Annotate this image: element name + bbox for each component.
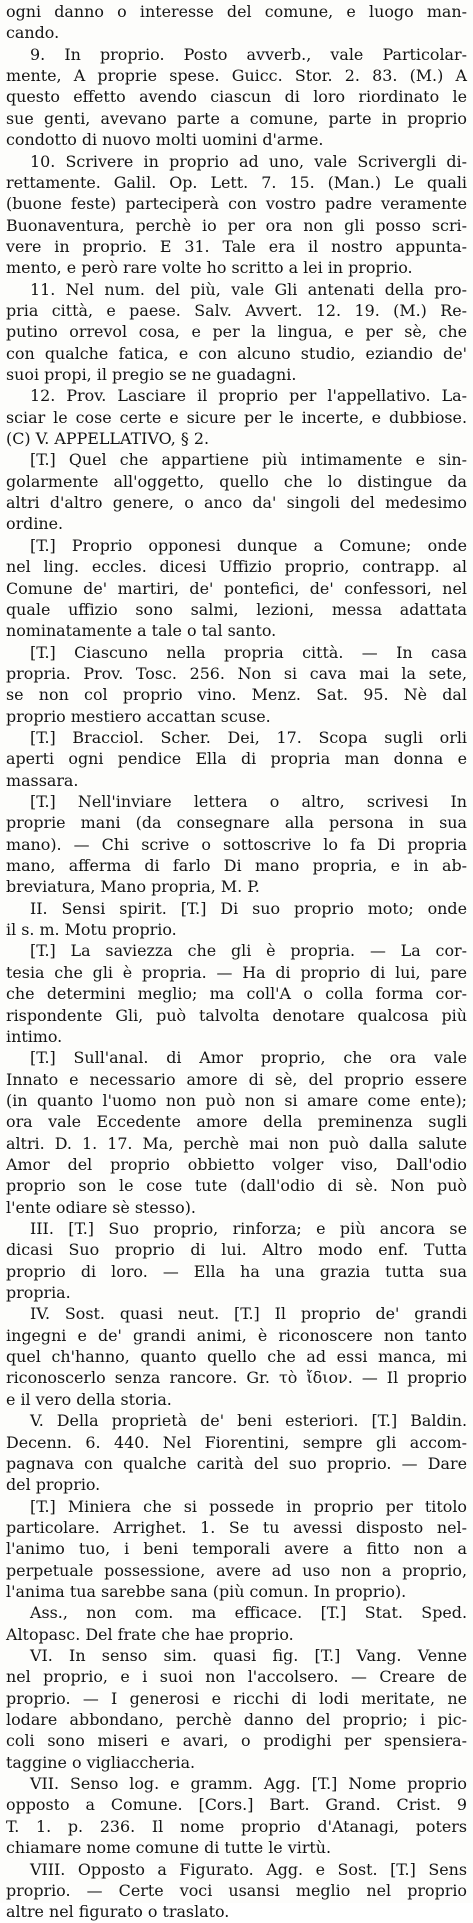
text-line: particolare. Arrighet. 1. Se tu avessi disposto nel- (6, 1517, 467, 1537)
text-line: sciar le cose certe e sicure per le incerte, e dubbiose. (6, 407, 467, 427)
text-line: rettamente. Galil. Op. Lett. 7. 15. (Man.) Le quali (6, 172, 467, 192)
text-line: golarmente all'oggetto, quello che lo distingue da (6, 471, 467, 491)
text-line: [T.] Quel che appartiene più intimamente e sin- (30, 450, 467, 470)
text-line: l'animo tuo, i beni temporali avere a fitto non a (6, 1539, 467, 1559)
text-line: coli sono miseri e avari, o prodighi per spensiera- (6, 1731, 467, 1751)
text-line: chiamare nome comune di tutte le virtù. (6, 1838, 332, 1858)
text-line: ogni danno o interesse del comune, e luogo man- (6, 2, 467, 21)
text-line: riconoscerlo senza rancore. Gr. τὸ ἴδιον. — Il proprio (6, 1368, 467, 1388)
text-line: 9. In proprio. Posto avverb., vale Particolar- (30, 44, 467, 64)
text-line: (buone feste) parteciperà con vostro padre veramente (6, 194, 467, 214)
text-line: Altopasc. Del frate che hae proprio. (6, 1624, 294, 1644)
text-line: Ass., non com. ma efficace. [T.] Stat. Sped. (30, 1603, 467, 1623)
text-line: Comune de' martiri, de' pontefici, de' confessori, nel (6, 578, 467, 598)
text-line: [T.] Ciascuno nella propria città. — In casa (30, 642, 467, 662)
text-line: che determini meglio; ma coll'A o colla forma cor- (6, 984, 467, 1004)
text-line: massara. (6, 770, 79, 790)
text-line: ordine. (6, 514, 64, 534)
text-line: pria città, e paese. Salv. Avvert. 12. 19. (M.) Re- (6, 300, 467, 320)
text-line: VII. Senso log. e gramm. Agg. [T.] Nome proprio (30, 1774, 467, 1794)
text-line: mente, A proprie spese. Guicc. Stor. 2. 83. (M.) A (6, 66, 467, 86)
text-line: propria. Prov. Tosc. 256. Non si cava mai la sete, (6, 663, 467, 683)
text-line: T. 1. p. 236. Il nome proprio d'Atanagi, poters (6, 1816, 467, 1836)
text-line: cando. (6, 23, 60, 43)
text-line: V. Della proprietà de' beni esteriori. [T.] Baldin. (30, 1411, 467, 1431)
text-line: ingegni e de' grandi animi, è riconoscere non tanto (6, 1325, 467, 1345)
text-line: pagnava con qualche carità del suo proprio. — Dare (6, 1453, 467, 1473)
text-line: perpetuale possessione, avere ad uso non a proprio, (6, 1560, 467, 1580)
text-line: il s. m. Motu proprio. (6, 920, 177, 940)
text-line: 10. Scrivere in proprio ad uno, vale Scrivergli di- (30, 151, 467, 171)
text-line: nel proprio, e i suoi non l'accolsero. — Creare de (6, 1667, 467, 1687)
text-line: mano, afferma di farlo Di mano propria, e in ab- (6, 856, 467, 875)
text-line: proprio son le cose tute (dall'odio di sè. Non può (6, 1176, 467, 1196)
text-line: putino orrevol cosa, e per la lingua, e per sè, che (6, 322, 467, 342)
text-line: Amor del proprio obbietto volger viso, Dall'odio (6, 1154, 467, 1174)
text-line: sue genti, avevano parte a comune, parte in proprio (6, 108, 467, 128)
text-line: [T.] Nell'inviare lettera o altro, scrivesi In (30, 792, 467, 811)
text-line: VIII. Opposto a Figurato. Agg. e Sost. [T.] Sens (30, 1859, 467, 1879)
text-line: quale uffizio sono salmi, lezioni, messa adattata (6, 599, 467, 619)
text-line: (in quanto l'uomo non può non si amare come ente); (6, 1090, 467, 1110)
text-line: mento, e però rare volte ho scritto a lei in proprio. (6, 258, 413, 278)
text-line: (C) V. APPELLATIVO, § 2. (6, 429, 210, 448)
text-line: rispondente Gli, può talvolta denotare qualcosa più (6, 1005, 467, 1025)
text-line: intimo. (6, 1026, 63, 1046)
text-line: VI. In senso sim. quasi fig. [T.] Vang. Venne (30, 1646, 467, 1665)
text-line: altri. D. 1. 17. Ma, perchè mai non può dalla salute (6, 1133, 467, 1153)
text-line: altri d'altro genere, o anco da' singoli del medesimo (6, 493, 467, 513)
text-line: proprie mani (da consegnare alla persona in sua (6, 813, 467, 833)
text-line: propria. (6, 1283, 71, 1302)
text-line: del proprio. (6, 1475, 101, 1495)
text-line: l'anima tua sarebbe sana (più comun. In proprio). (6, 1581, 407, 1601)
text-line: l'ente odiare sè stesso). (6, 1197, 196, 1217)
text-line: [T.] Miniera che si possede in proprio per titolo (30, 1496, 467, 1516)
text-line: tesia che gli è propria. — Ha di proprio di lui, pare (6, 962, 467, 982)
text-line: condotto di nuovo molti uomini d'arme. (6, 130, 324, 150)
text-line: nominatamente a tale o tal santo. (6, 621, 277, 641)
text-line: altre nel figurato o traslato. (6, 1902, 230, 1922)
text-line: vere in proprio. E 31. Tale era il nostro appunta- (6, 236, 467, 256)
text-line: 12. Prov. Lasciare il proprio per l'appellativo. La- (30, 386, 467, 406)
text-line: proprio. — I generosi e ricchi di lodi meritate, ne (6, 1688, 467, 1708)
text-line: [T.] Proprio opponesi dunque a Comune; onde (30, 535, 467, 555)
text-line: proprio mestiero accattan scuse. (6, 706, 271, 726)
text-line: opposto a Comune. [Cors.] Bart. Grand. Crist. 9 (6, 1795, 467, 1815)
text-line: [T.] Sull'anal. di Amor proprio, che ora vale (30, 1048, 467, 1068)
text-line: proprio. — Certe voci usansi meglio nel proprio (6, 1880, 467, 1900)
text-line: quel ch'hanno, quanto quello che ad essi manca, mi (6, 1347, 467, 1367)
text-line: nel ling. eccles. dicesi Uffizio proprio, contrapp. al (6, 557, 467, 577)
text-line: 11. Nel num. del più, vale Gli antenati della pro- (30, 279, 467, 299)
text-line: Innato e necessario amore di sè, del proprio essere (6, 1069, 467, 1089)
text-line: lodare abbondano, perchè danno del proprio; i pic- (6, 1710, 467, 1729)
text-line: Buonaventura, perchè io per ora non gli posso scri- (6, 215, 467, 235)
text-line: dicasi Suo proprio di lui. Altro modo enf. Tutta (6, 1240, 467, 1260)
text-line: con qualche fatica, e con alcuno studio, eziandio de' (6, 343, 467, 363)
text-line: III. [T.] Suo proprio, rinforza; e più ancora se (30, 1219, 467, 1238)
text-line: breviatura, Mano propria, M. P. (6, 877, 260, 897)
text-line: [T.] Bracciol. Scher. Dei, 17. Scopa sugli orli (30, 727, 467, 747)
text-line: se non col proprio vino. Menz. Sat. 95. Nè dal (6, 685, 467, 705)
text-line: ora vale Eccedente amore della preminenza sugli (6, 1112, 467, 1132)
text-line: e il vero della storia. (6, 1389, 172, 1409)
text-line: questo effetto avendo ciascun di loro riordinato le (6, 87, 467, 107)
text-line: Decenn. 6. 440. Nel Fiorentini, sempre gli accom- (6, 1432, 467, 1452)
text-line: [T.] La saviezza che gli è propria. — La cor- (30, 941, 467, 961)
text-line: taggine o vigliaccheria. (6, 1752, 196, 1772)
text-line: II. Sensi spirit. [T.] Di suo proprio moto; onde (30, 898, 467, 918)
text-line: proprio di loro. — Ella ha una grazia tutta sua (6, 1261, 467, 1281)
text-line: IV. Sost. quasi neut. [T.] Il proprio de' grandi (30, 1304, 467, 1324)
text-line: aperti ogni pendice Ella di propria man donna e (6, 749, 467, 769)
text-line: suoi propi, il pregio se ne guadagni. (6, 365, 297, 384)
text-line: mano). — Chi scrive o sottoscrive lo fa Di propria (6, 834, 467, 854)
